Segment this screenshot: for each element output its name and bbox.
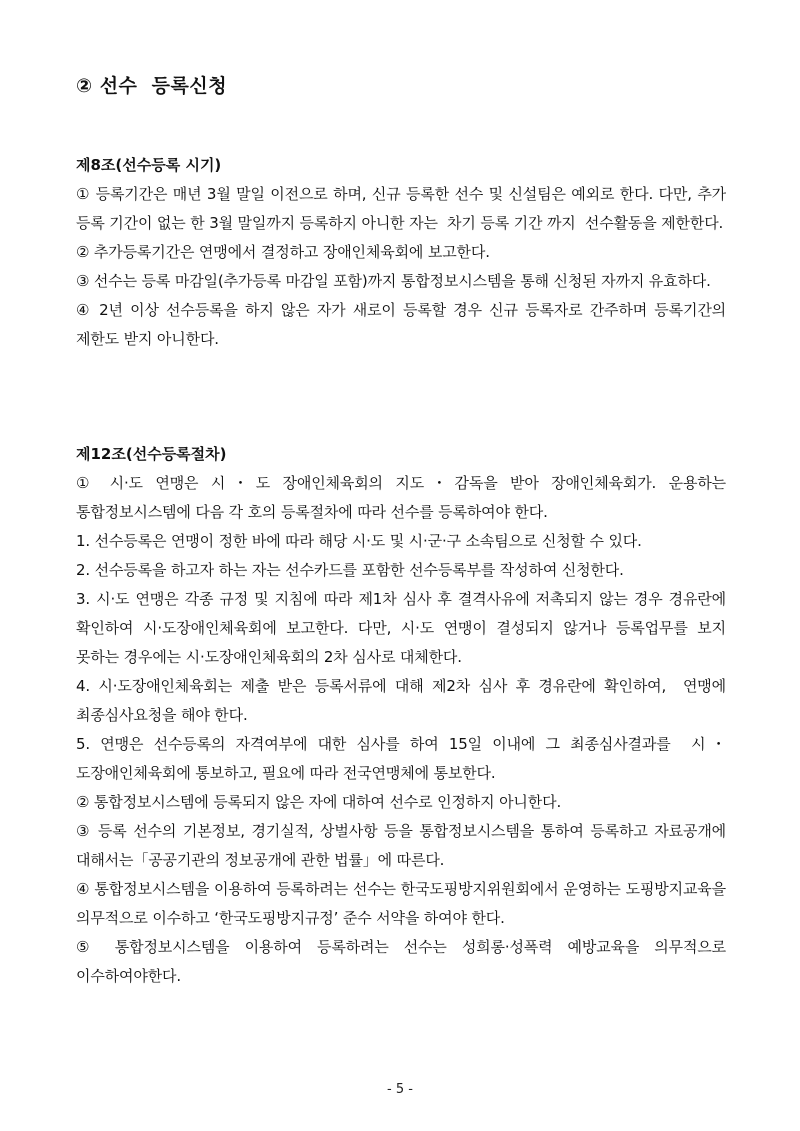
article-8 (76, 151, 731, 354)
article-12-item-2: 2. 선수등록을 하고자 하는 자는 선수카드를 포함한 선수등록부를 작성하여 신청한다. (76, 561, 624, 579)
article-12-paragraph-1: ① 시·도 연맹은 시・도 장애인체육회의 지도・감독을 받아 장애인체육회가. 운용하는 통합정보시스템에 다음 각 호의 등록절차에 따라 선수를 등록하여야 한다. (76, 474, 731, 521)
article-12-paragraph-4: ④ 통합정보시스템을 이용하여 등록하려는 선수는 한국도핑방지위원회에서 운영하는 도핑방지교육을 의무적으로 이수하고 ‘한국도핑방지규정’ 준수 서약을 하여야 한다. (76, 880, 731, 927)
article-12-paragraph-3: ③ 등록 선수의 기본정보, 경기실적, 상벌사항 등을 통합정보시스템을 통하여 등록하고 자료공개에 대해서는「공공기관의 정보공개에 관한 법률」에 따른다. (76, 822, 731, 869)
page-number: - 5 - (387, 1082, 413, 1097)
article-12-item-4: 4. 시·도장애인체육회는 제출 받은 등록서류에 대해 제2차 심사 후 경유란에 확인하여, 연맹에 최종심사요청을 해야 한다. (76, 677, 731, 724)
article-12-item-5: 5. 연맹은 선수등록의 자격여부에 대한 심사를 하여 15일 이내에 그 최종심사결과를 시・도장애인체육회에 통보하고, 필요에 따라 전국연맹체에 통보한다. (76, 735, 726, 782)
article-12-paragraph-5: ⑤ 통합정보시스템을 이용하여 등록하려는 선수는 성희롱·성폭력 예방교육을 의무적으로 이수하여야한다. (76, 938, 731, 985)
section-title: ② 선수 등록신청 (76, 75, 228, 97)
article-8-paragraph-4: ④ 2년 이상 선수등록을 하지 않은 자가 새로이 등록할 경우 신규 등록자로 간주하며 등록기간의 제한도 받지 아니한다. (76, 301, 731, 348)
article-12-paragraph-2: ② 통합정보시스템에 등록되지 않은 자에 대하여 선수로 인정하지 아니한다. (76, 793, 562, 811)
article-8-paragraph-2: ② 추가등록기간은 연맹에서 결정하고 장애인체육회에 보고한다. (76, 243, 490, 261)
article-12-item-1: 1. 선수등록은 연맹이 정한 바에 따라 해당 시·도 및 시·군·구 소속팀으로 신청할 수 있다. (76, 532, 642, 550)
article-8-paragraph-1: ① 등록기간은 매년 3월 말일 이전으로 하며, 신규 등록한 선수 및 신설팀은 예외로 한다. 다만, 추가 등록 기간이 없는 한 3월 말일까지 등록하지 아니한 자는 차기 등록 기간 까지 선수활동을 제한한다. (76, 185, 731, 232)
article-12-item-3: 3. 시·도 연맹은 각종 규정 및 지침에 따라 제1차 심사 후 결격사유에 저촉되지 않는 경우 경유란에 확인하여 시·도장애인체육회에 보고한다. 다만, 시·도 연맹이 결성되지 않거나 등록업무를 보지 못하는 경우에는 시·도장애인체육회의 2차 심사로 대체한다. (76, 590, 731, 666)
article-12-heading: 제12조(선수등록절차) (76, 445, 227, 463)
article-8-paragraph-3: ③ 선수는 등록 마감일(추가등록 마감일 포함)까지 통합정보시스템을 통해 신청된 자까지 유효하다. (76, 272, 711, 290)
article-8-heading: 제8조(선수등록 시기) (76, 156, 222, 174)
article-12 (76, 440, 731, 991)
